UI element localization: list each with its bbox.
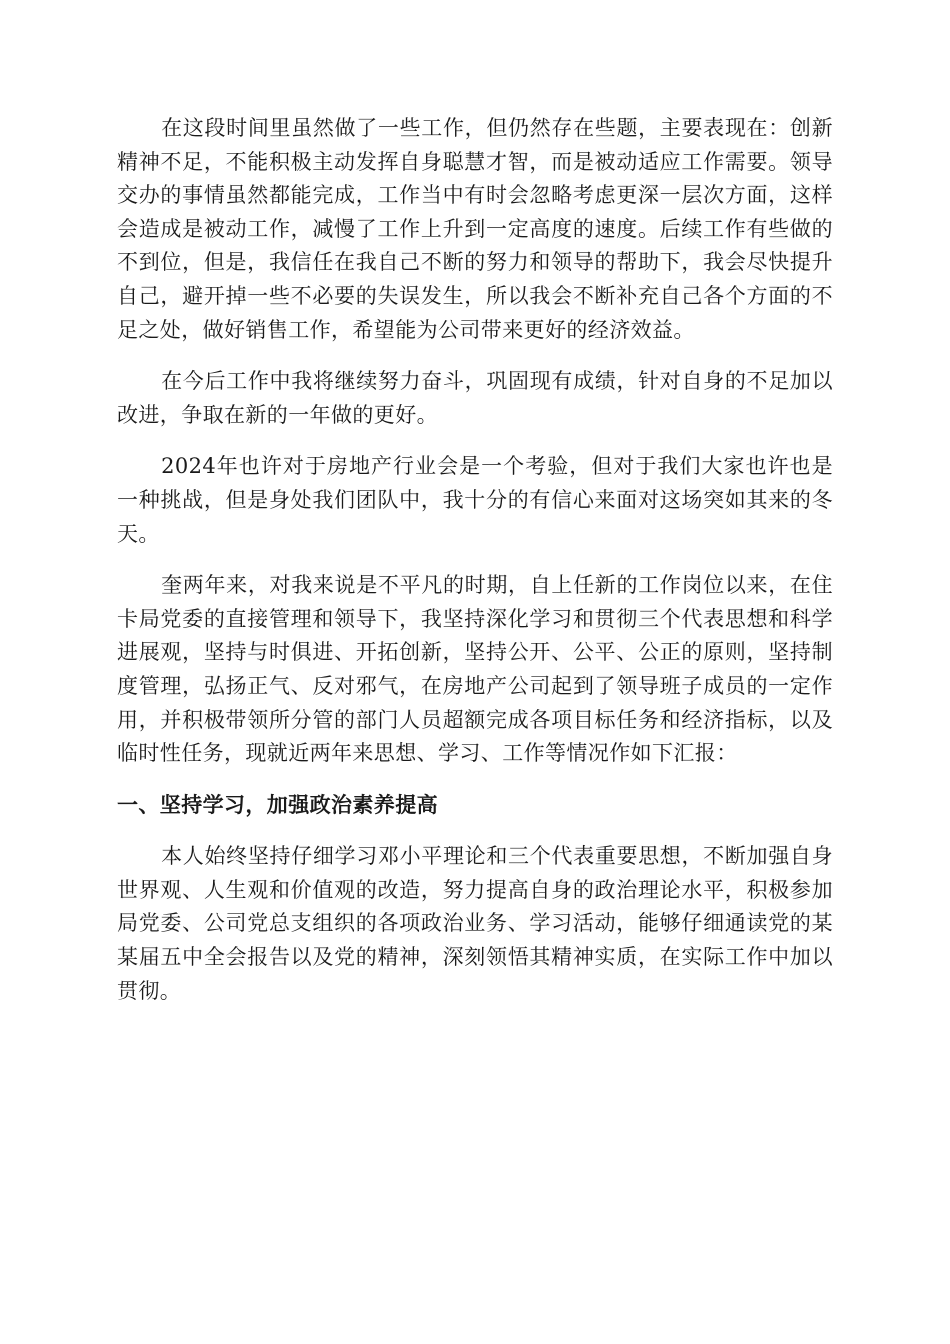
paragraph-real-estate-outlook: 2024年也许对于房地产行业会是一个考验，但对于我们大家也许也是一种挑战，但是身处我们团队中，我十分的有信心来面对这场突如其来的冬天。 [117,454,833,546]
paragraph-political-study: 本人始终坚持仔细学习邓小平理论和三个代表重要思想，不断加强自身世界观、人生观和价值观的改造，努力提高自身的政治理论水平，积极参加局党委、公司党总支组织的各项政治业务、学习活动，能够仔细通读党的某某届五中全会报告以及党的精神，深刻领悟其精神实质，在实际工作中加以贯彻。 [117,844,833,1003]
paragraph-work-shortcomings: 在这段时间里虽然做了一些工作，但仍然存在些题，主要表现在：创新精神不足，不能积极主动发挥自身聪慧才智，而是被动适应工作需要。领导交办的事情虽然都能完成，工作当中有时会忽略考虑更深一层次方面，这样会造成是被动工作，减慢了工作上升到一定高度的速度。后续工作有些做的不到位，但是，我信任在我自己不断的努力和领导的帮助下，我会尽快提升自己，避开掉一些不必要的失误发生，所以我会不断补充自己各个方面的不足之处，做好销售工作，希望能为公司带来更好的经济效益。 [117,116,833,342]
document-body [117,112,833,1026]
paragraph-future-effort: 在今后工作中我将继续努力奋斗，巩固现有成绩，针对自身的不足加以改进，争取在新的一年做的更好。 [117,369,833,427]
paragraph-two-year-review: 奎两年来，对我来说是不平凡的时期，自上任新的工作岗位以来，在住卡局党委的直接管理和领导下，我坚持深化学习和贯彻三个代表思想和科学进展观，坚持与时俱进、开拓创新，坚持公开、公平、公正的原则，坚持制度管理，弘扬正气、反对邪气，在房地产公司起到了领导班子成员的一定作用，并积极带领所分管的部门人员超额完成各项目标任务和经济指标，以及临时性任务，现就近两年来思想、学习、工作等情况作如下汇报： [117,573,833,766]
section-heading: 一、坚持学习，加强政治素养提高 [117,792,438,817]
